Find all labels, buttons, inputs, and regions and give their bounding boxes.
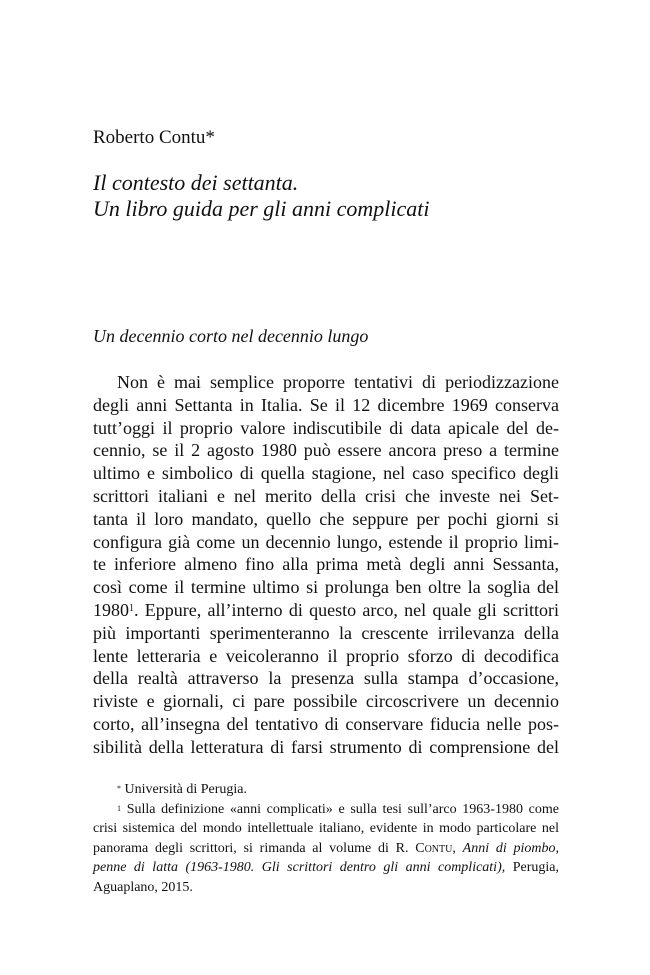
body-line: lente letteraria e veicoleranno il proprio sforzo di decodifica [93, 645, 559, 666]
cited-title: Anni di piombo, [462, 840, 560, 856]
footnote-1-line: crisi sistemica del mondo intellettuale italiano, evidente in modo particolare nel [93, 821, 559, 836]
body-line: configura già come un decennio lungo, estende il proprio limi- [93, 531, 559, 552]
body-line: più importanti sperimenteranno la crescente irrilevanza della [93, 622, 559, 643]
footnotes [93, 780, 559, 897]
section-heading: Un decennio corto nel decennio lungo [93, 326, 369, 346]
body-line: scrittori italiani e nel merito della crisi che investe nei Set- [93, 485, 559, 506]
chapter-title [93, 170, 430, 222]
cited-title: penne di latta (1963-1980. Gli scrittori dentro gli anni complicati) [93, 860, 502, 875]
body-line: degli anni Settanta in Italia. Se il 12 dicembre 1969 conserva [93, 394, 559, 415]
footnote-1-line [93, 839, 559, 859]
author-name: Roberto Contu* [93, 127, 215, 148]
body-line: te inferiore almeno fino alla prima metà degli anni Sessanta, [93, 554, 559, 575]
body-line: Non è mai semplice proporre tentativi di periodizzazione [117, 372, 559, 392]
body-text-segment: . Eppure, all’interno di questo arco, nel quale gli scrittori [134, 599, 559, 620]
footnote-reference-1[interactable]: 1 [129, 602, 134, 614]
footnote-1-line [93, 858, 559, 878]
footnote-mark-star: * [117, 784, 121, 793]
footnote-text: Sulla definizione «anni complicati» e sulla tesi sull’arco 1963-1980 come [126, 801, 559, 817]
body-text-segment: 1980 [93, 599, 129, 620]
cited-author: Contu [415, 840, 453, 856]
body-line: della realtà attraverso la presenza sulla stampa d’occasione, [93, 668, 559, 689]
body-line: tutt’oggi il proprio valore indiscutibile di data apicale del de- [93, 417, 559, 438]
footnote-mark-1: 1 [117, 803, 121, 813]
body-line: ultimo e simbolico di quella stagione, nel caso specifico degli [93, 463, 559, 484]
body-line: sibilità della letteratura di farsi strumento di comprensione del [93, 736, 559, 757]
footnote-1-line: Aguaplano, 2015. [93, 879, 193, 895]
body-text [93, 371, 559, 759]
footnote-text: panorama degli scrittori, si rimanda al volume di R. [93, 840, 409, 856]
body-line: corto, all’insegna del tentativo di conservare fiducia nelle pos- [93, 713, 559, 734]
footnote-text: , Perugia, [501, 860, 560, 875]
body-line: cennio, se il 2 agosto 1980 può essere ancora preso a termine [93, 440, 559, 461]
footnote-1-line [93, 800, 559, 820]
chapter-title-line-2: Un libro guida per gli anni complicati [93, 196, 430, 221]
footnote-text: , [452, 840, 456, 856]
footnote-text: Università di Perugia. [124, 782, 247, 797]
chapter-title-line-1: Il contesto dei settanta. [93, 170, 299, 195]
footnote-affiliation [93, 780, 559, 800]
body-line-with-footnote [93, 599, 559, 622]
body-line: riviste e giornali, ci pare possibile circoscrivere un decennio [93, 691, 559, 712]
body-line: tanta il loro mandato, quello che seppure per pochi giorni si [93, 508, 559, 529]
body-line: così come il termine ultimo si prolunga ben oltre la soglia del [93, 577, 559, 598]
